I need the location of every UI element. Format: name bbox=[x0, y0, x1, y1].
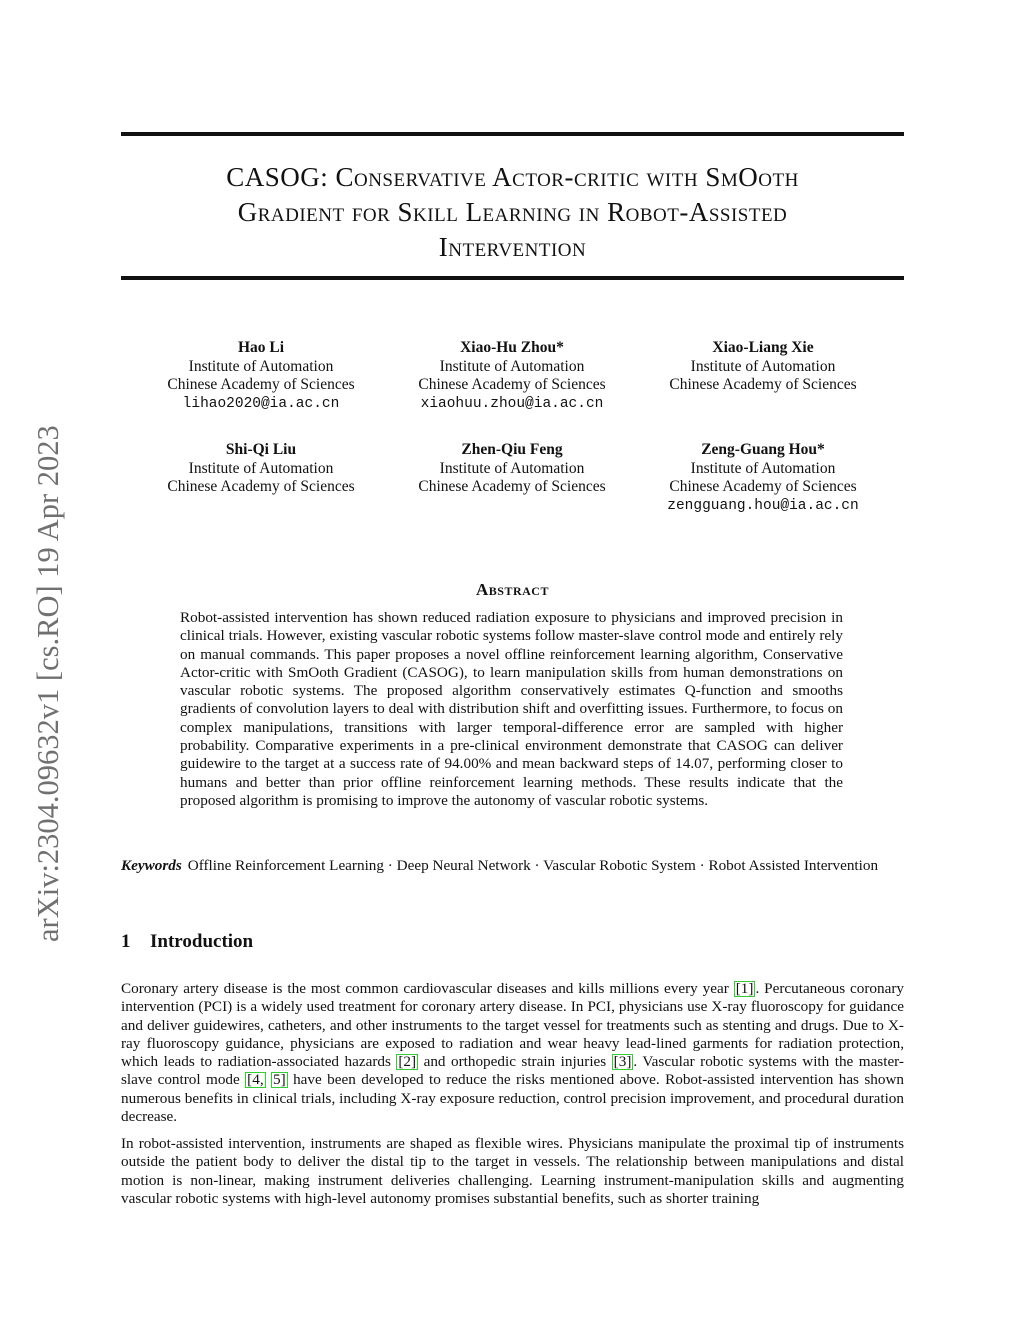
title-rule-bottom bbox=[121, 276, 904, 280]
section-heading bbox=[121, 931, 904, 953]
title-line: Intervention bbox=[438, 232, 587, 262]
paragraph-text: and orthopedic strain injuries bbox=[418, 1053, 612, 1071]
author-name: Xiao-Hu Zhou* bbox=[460, 339, 564, 356]
keywords-label: Keywords bbox=[121, 857, 182, 874]
section-number: 1 bbox=[121, 931, 131, 952]
citation-link[interactable]: [3] bbox=[613, 1053, 632, 1071]
author-affiliation: Institute of Automation bbox=[188, 459, 334, 477]
title-line: CASOG: Conservative Actor-critic with SmOoth bbox=[226, 162, 799, 192]
author-email[interactable]: zengguang.hou@ia.ac.cn bbox=[667, 497, 859, 514]
paper-title bbox=[121, 160, 904, 265]
title-rule-top bbox=[121, 132, 904, 136]
abstract-text: Robot-assisted intervention has shown reduced radiation exposure to physicians and improved precision in clinical trials. However, existing vascular robotic systems follow master-slave control mode and entirely rely on manual commands. This paper proposes a novel offline reinforcement learning algorithm, Conservative Actor-critic with SmOoth Gradient (CASOG), to learn manipulation skills from human demonstrations on vascular robotic systems. The proposed algorithm conservatively estimates Q-function and smooths gradients of convolution layers to deal with distribution shift and overfitting issues. Furthermore, to focus on complex manipulations, transitions with larger temporal-difference error are sampled with higher probability. Comparative experiments in a pre-clinical environment demonstrate that CASOG can deliver guidewire to the target at a success rate of 94.00% and mean backward steps of 14.07, performing closer to humans and better than prior offline reinforcement learning methods. These results indicate that the proposed algorithm is promising to improve the autonomy of vascular robotic systems. bbox=[180, 609, 843, 809]
author-institution: Chinese Academy of Sciences bbox=[669, 376, 857, 393]
author-block bbox=[643, 339, 883, 395]
paragraph-text: have been developed to reduce the risks mentioned above. Robot-assisted intervention has shown numerous benefits in clinical trials, including X-ray exposure reduction, control precision improvement, and procedural duration decrease. bbox=[121, 1071, 905, 1126]
author-email[interactable]: lihao2020@ia.ac.cn bbox=[182, 395, 340, 412]
author-affiliation: Institute of Automation bbox=[188, 357, 334, 375]
author-institution: Chinese Academy of Sciences bbox=[167, 478, 355, 495]
paragraph-text: Coronary artery disease is the most common cardiovascular diseases and kills millions every year bbox=[121, 980, 734, 997]
author-block bbox=[392, 441, 632, 497]
author-institution: Chinese Academy of Sciences bbox=[418, 376, 606, 393]
author-institution: Chinese Academy of Sciences bbox=[167, 376, 355, 393]
paragraph: In robot-assisted intervention, instruments are shaped as flexible wires. Physicians manipulate the proximal tip of instruments outside the patient body to deliver the distal tip to the target in vessels. The relationship between manipulations and distal motion is non-linear, making instrument deliveries challenging. Learning instrument-manipulation skills and augmenting vascular robotic systems with high-level autonomy promises substantial benefits, such as shorter training bbox=[121, 1135, 904, 1207]
paragraph-text: . Vascular robotic systems with the master-slave control mode bbox=[121, 1053, 904, 1089]
author-block bbox=[141, 441, 381, 497]
author-block bbox=[141, 339, 381, 413]
author-name: Hao Li bbox=[237, 339, 285, 356]
author-name: Xiao-Liang Xie bbox=[712, 339, 814, 356]
section-title: Introduction bbox=[150, 931, 254, 952]
author-affiliation: Institute of Automation bbox=[439, 357, 585, 375]
title-line: Gradient for Skill Learning in Robot-Assisted bbox=[237, 197, 788, 227]
paragraph bbox=[121, 980, 904, 1126]
author-name: Shi-Qi Liu bbox=[225, 441, 297, 458]
author-block bbox=[643, 441, 883, 515]
author-institution: Chinese Academy of Sciences bbox=[669, 478, 857, 495]
citation-link[interactable]: [1] bbox=[735, 980, 754, 997]
author-name: Zeng-Guang Hou* bbox=[701, 441, 825, 458]
abstract-heading: Abstract bbox=[476, 580, 549, 599]
author-affiliation: Institute of Automation bbox=[439, 459, 585, 477]
citation-link[interactable]: 5] bbox=[273, 1071, 286, 1089]
author-email[interactable]: xiaohuu.zhou@ia.ac.cn bbox=[420, 395, 604, 412]
author-name: Zhen-Qiu Feng bbox=[461, 441, 563, 458]
author-block bbox=[392, 339, 632, 413]
keywords-list: Offline Reinforcement Learning · Deep Neural Network · Vascular Robotic System · Robot Assisted Intervention bbox=[187, 857, 879, 874]
author-affiliation: Institute of Automation bbox=[690, 459, 836, 477]
author-affiliation: Institute of Automation bbox=[690, 357, 836, 375]
citation-link[interactable]: [4, bbox=[247, 1071, 264, 1089]
paragraph-text: . Percutaneous coronary intervention (PCI) is a widely used treatment for coronary artery disease. In PCI, physicians use X-ray fluoroscopy for guidance and deliver guidewires, catheters, and other instruments to the target vessel for treatments such as stenting and drugs. Due to X-ray fluoroscopy guidance, physicians are exposed to radiation and wear heavy lead-lined garments for radiation protection, which leads to radiation-associated hazards bbox=[121, 980, 904, 1071]
keywords bbox=[121, 857, 904, 875]
arxiv-identifier: arXiv:2304.09632v1 [cs.RO] 19 Apr 2023 bbox=[31, 425, 65, 942]
author-institution: Chinese Academy of Sciences bbox=[418, 478, 606, 495]
citation-link[interactable]: [2] bbox=[398, 1053, 417, 1071]
